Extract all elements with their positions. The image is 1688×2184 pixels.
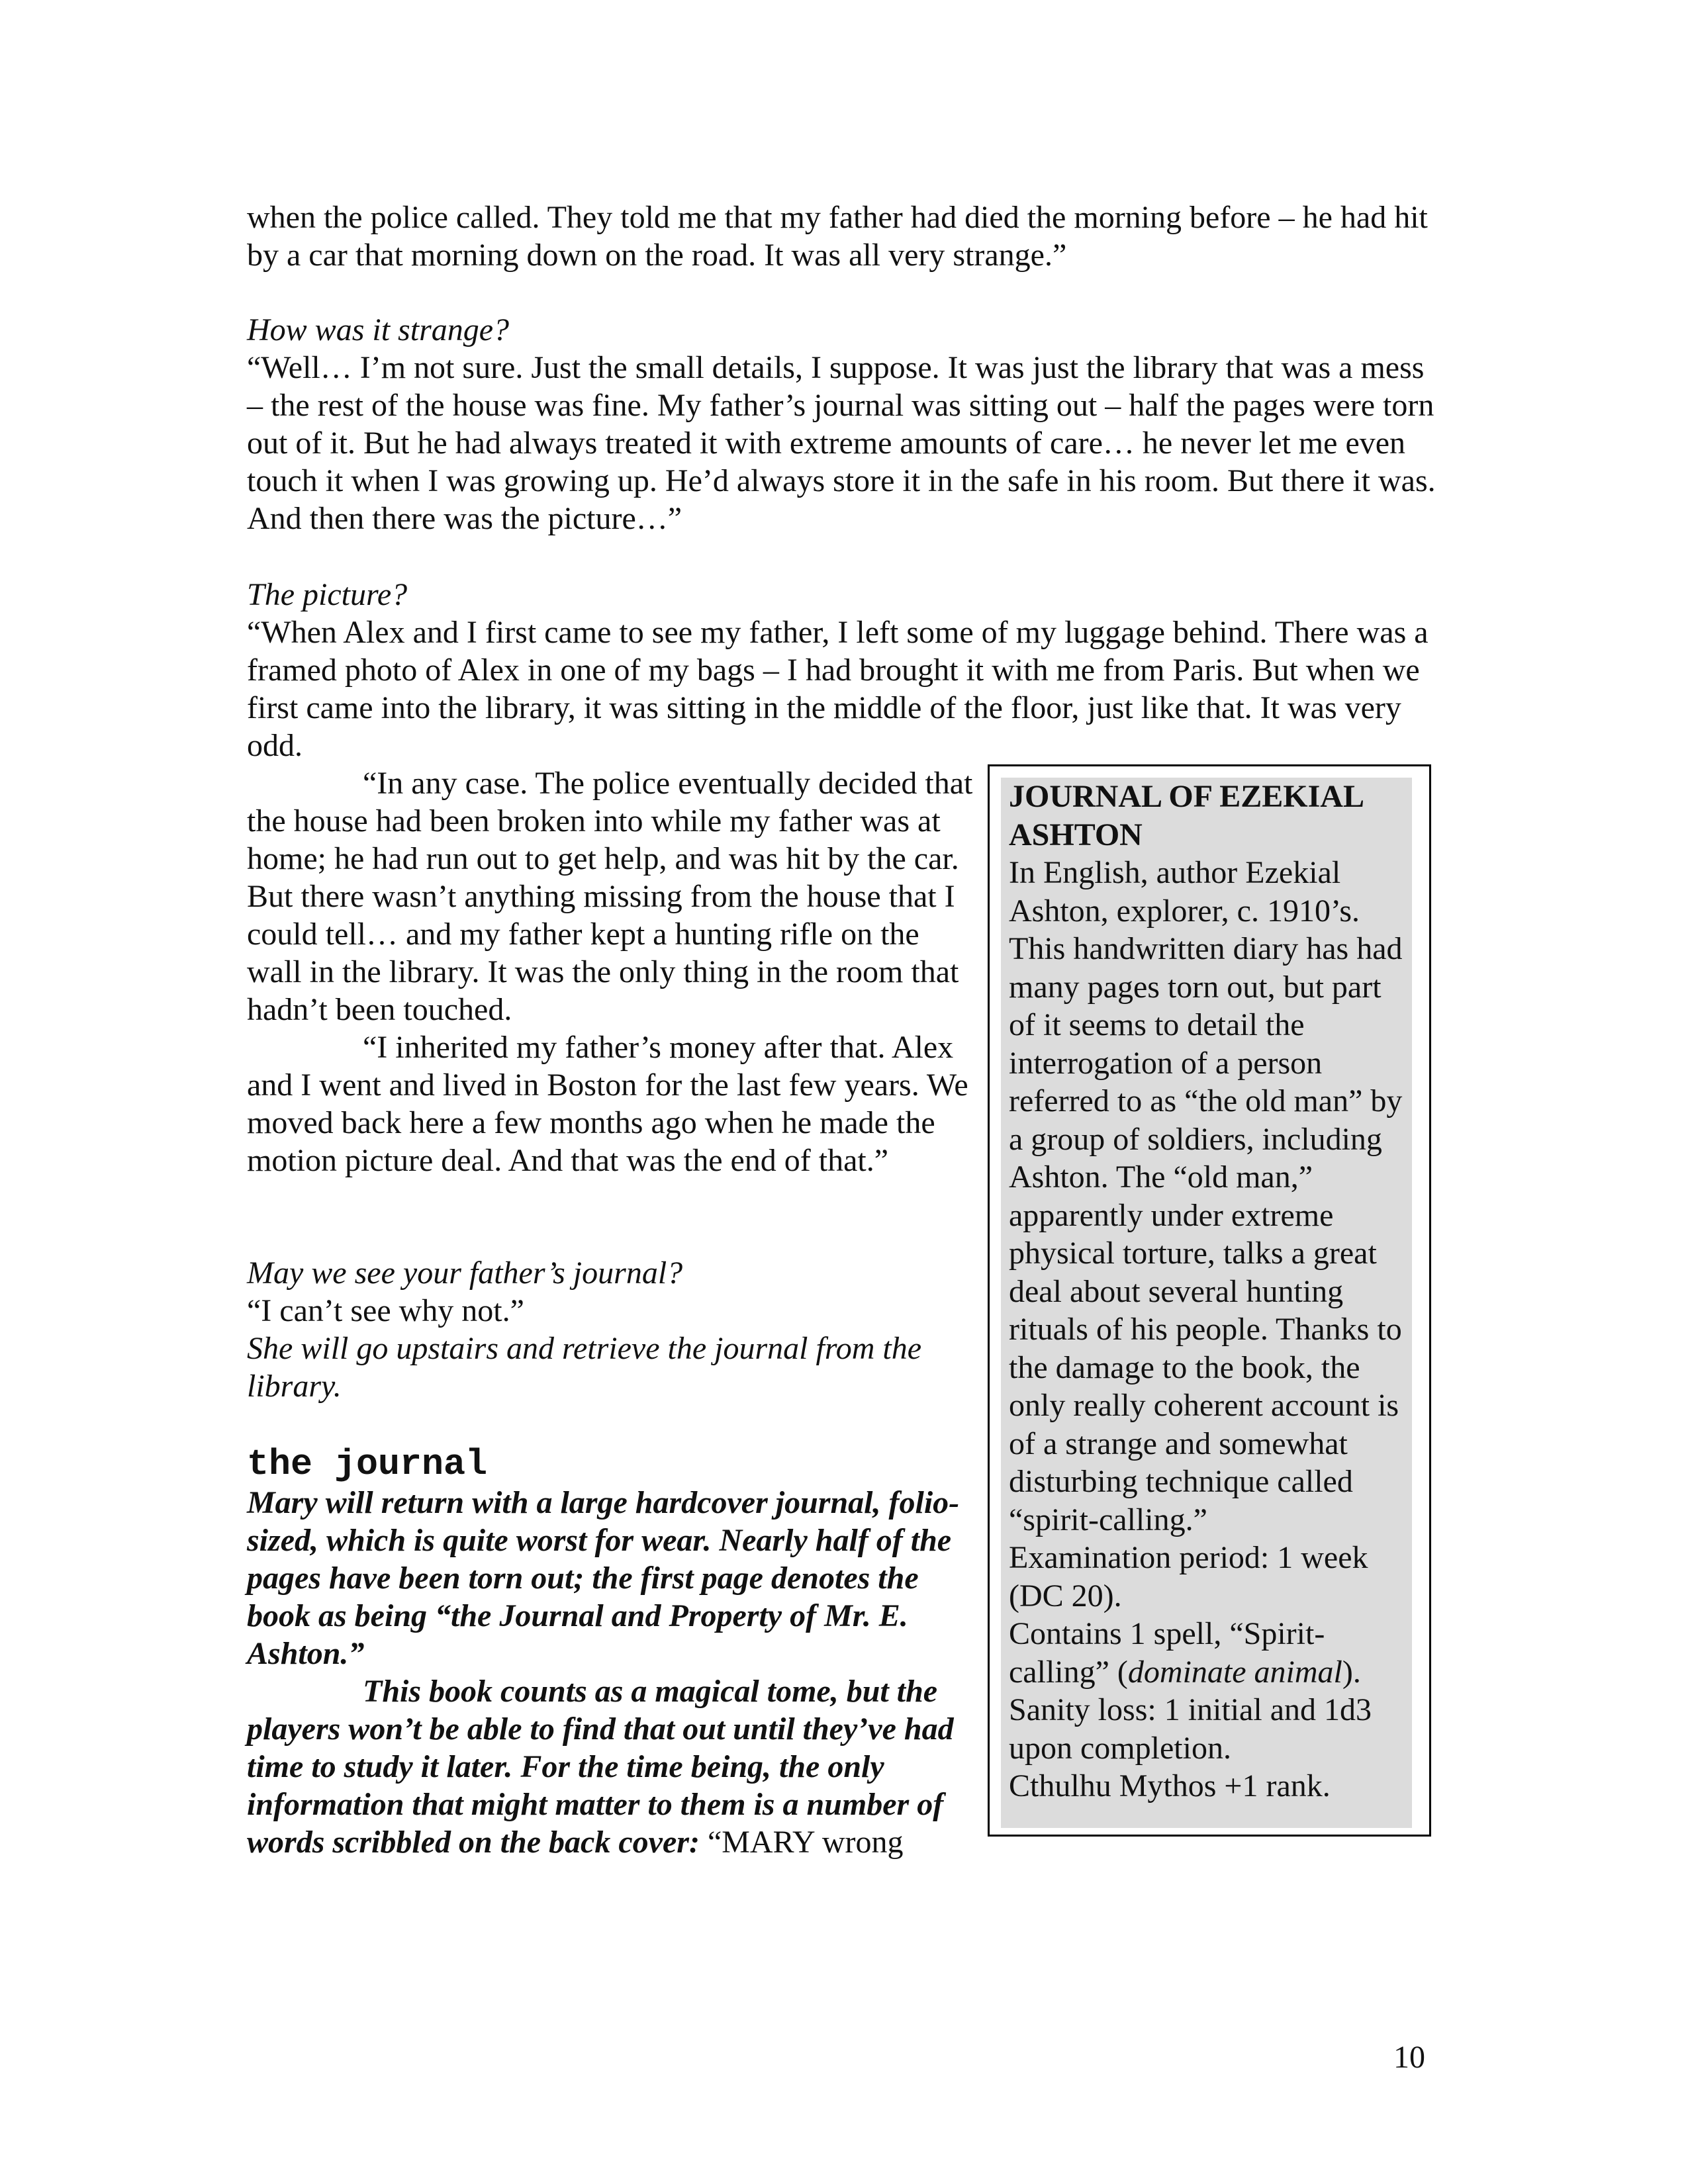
sidebar-spell — [1009, 1615, 1413, 1691]
answer-see-journal: “I can’t see why not.” — [247, 1293, 524, 1328]
narrative-column — [247, 764, 975, 1179]
section-heading-journal: the journal — [247, 1443, 488, 1485]
answer-the-picture: “When Alex and I first came to see my father, I left some of my luggage behind. There was a framed photo of Alex in one of my bags – I had brought it with me from Paris. But when we first came into the library, it was sitting in the middle of the floor, just like that. It was very odd. — [247, 615, 1429, 763]
journal-description-paragraph: Mary will return with a large hardcover journal, folio-sized, which is quite worst for wear. Nearly half of the pages have been torn out; the first page denotes the book as being “the Journal and Property of Mr. E. Ashton.” — [247, 1485, 960, 1671]
journal-tome-quote-text: “MARY wrong — [699, 1825, 904, 1860]
answer-how-strange: “Well… I’m not sure. Just the small details, I suppose. It was just the library that was a mess – the rest of the house was fine. My father’s journal was sitting out – half the pages were torn out of it. But he had always treated it with extreme amounts of care… he never let me even touch it when I was growing up. He’d always store it in the safe in his room. But there it was. And then there was the picture…” — [247, 350, 1436, 536]
sidebar-spell-suffix: ). — [1342, 1654, 1361, 1690]
journal-section-body — [247, 1484, 975, 1861]
sidebar-description: In English, author Ezekial Ashton, explorer, c. 1910’s. This handwritten diary has had many pages torn out, but part of it seems to detail the interrogation of a person referred to as “the old man” by a group of soldiers, including Ashton. The “old man,” apparently under extreme physical torture, talks a great deal about several hunting rituals of his people. Thanks to the damage to the book, the only really coherent account is of a strange and somewhat disturbing technique called “spirit-calling.” — [1009, 855, 1403, 1537]
sidebar-exam-period: Examination period: 1 week (DC 20). — [1009, 1540, 1368, 1614]
paragraph-in-any-case: “In any case. The police eventually decided that the house had been broken into while my father was at home; he had run out to get help, and was hit by the car. But there wasn’t anything missing from the house that I could tell… and my father kept a hunting rifle on the wall in the library. It was the only thing in the room that hadn’t been touched. — [247, 766, 973, 1027]
paragraph-inherited: “I inherited my father’s money after that. Alex and I went and lived in Boston for the last few years. We moved back here a few months ago when he made the motion picture deal. And that was the end of that.” — [247, 1030, 968, 1178]
sidebar-spell-prefix: Contains 1 spell, “Spirit-calling” ( — [1009, 1616, 1325, 1690]
page-number: 10 — [1393, 2040, 1425, 2075]
question-see-journal: May we see your father’s journal? — [247, 1255, 683, 1291]
journal-request-block — [247, 1254, 975, 1405]
sidebar-mythos: Cthulhu Mythos +1 rank. — [1009, 1768, 1331, 1803]
journal-tome-italic-text: This book counts as a magical tome, but the players won’t be able to find that out until they’ve had time to study it later. For the time being, the only information that might matter to them is a number of words scribbled on the back cover: — [247, 1674, 954, 1860]
sidebar-spell-name: dominate animal — [1127, 1654, 1342, 1690]
sidebar-title: JOURNAL OF EZEKIAL ASHTON — [1009, 779, 1363, 852]
question-how-strange: How was it strange? — [247, 312, 510, 347]
stage-direction-retrieve: She will go upstairs and retrieve the journal from the library. — [247, 1331, 922, 1404]
journal-tome-paragraph — [247, 1672, 975, 1861]
question-the-picture: The picture? — [247, 577, 408, 612]
opening-paragraph: when the police called. They told me that my father had died the morning before – he had hit by a car that morning down on the road. It was all very strange.” — [247, 200, 1428, 273]
sidebar-content — [1009, 778, 1413, 1805]
sidebar-sanity: Sanity loss: 1 initial and 1d3 upon completion. — [1009, 1692, 1372, 1766]
